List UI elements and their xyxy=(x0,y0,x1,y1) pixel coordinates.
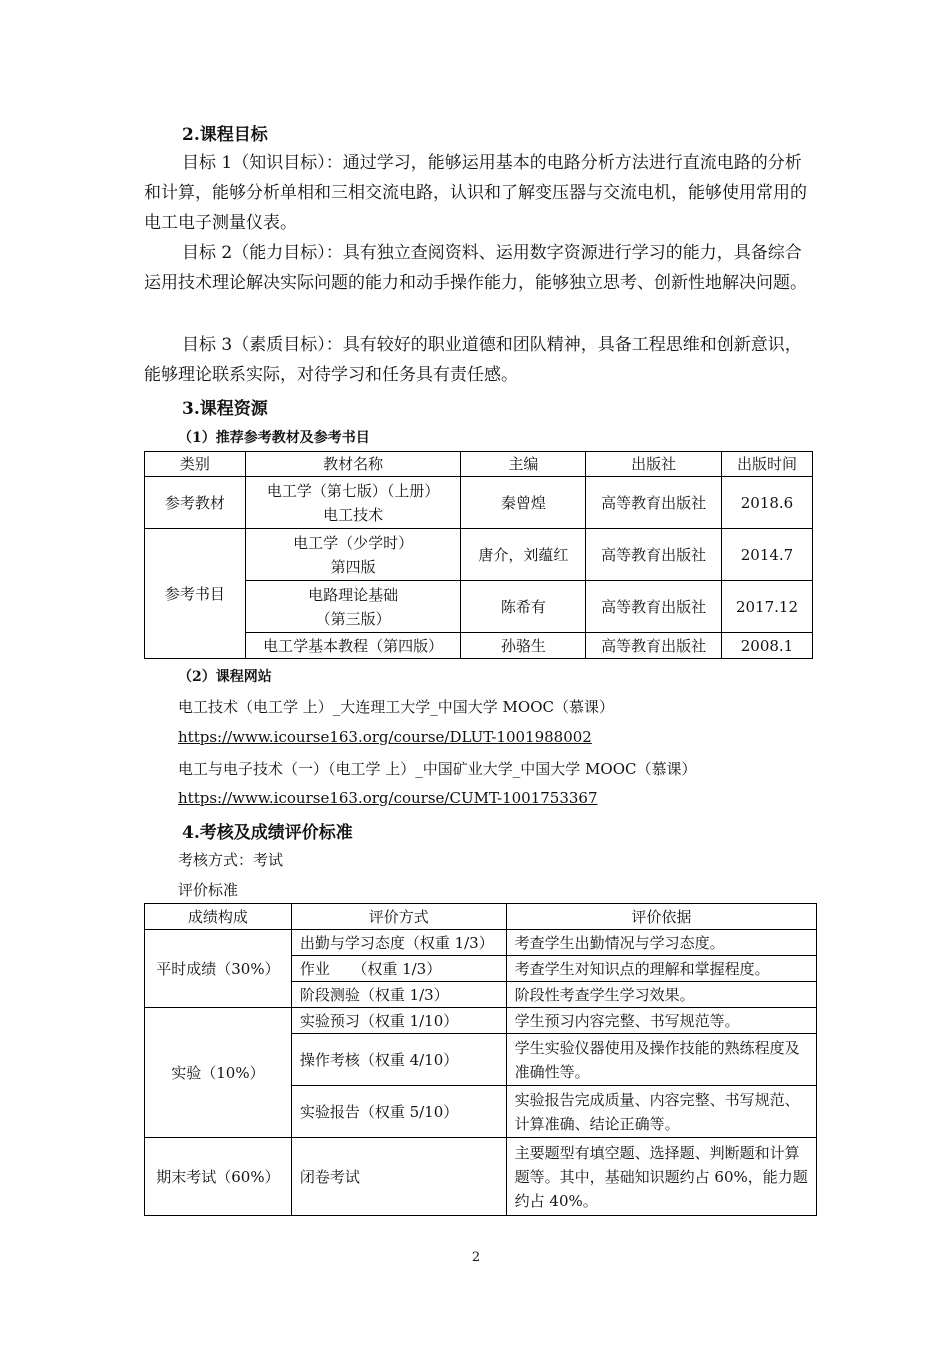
eval-method-cell: 实验预习（权重 1/10） xyxy=(291,1008,506,1034)
eval-method-cell: 闭卷考试 xyxy=(291,1138,506,1216)
table-row xyxy=(145,1008,817,1034)
section-title-assessment: 4.考核及成绩评价标准 xyxy=(182,823,353,843)
section-title-resources: 3.课程资源 xyxy=(182,399,268,419)
book-name-line1: 电工学（第七版）（上册） xyxy=(266,481,440,500)
grading-table xyxy=(144,903,817,1216)
goal-2-paragraph xyxy=(144,238,812,298)
goal-3-paragraph xyxy=(144,330,812,390)
book-name-line2: （第三版） xyxy=(315,609,391,628)
website-2-title: 电工与电子技术（一）（电工学 上）_中国矿业大学_中国大学 MOOC（慕课） xyxy=(178,760,697,778)
goal-3-text: 目标 3（素质目标）：具有较好的职业道德和团队精神，具备工程思维和创新意识，能够理论联系实际，对待学习和任务具有责任感。 xyxy=(144,335,802,385)
book-editor-cell: 秦曾煌 xyxy=(461,477,586,529)
assessment-method: 考核方式：考试 xyxy=(178,851,284,869)
eval-basis-cell: 考查学生出勤情况与学习态度。 xyxy=(506,930,816,956)
page-number: 2 xyxy=(471,1250,481,1265)
book-publisher-cell: 高等教育出版社 xyxy=(586,529,722,581)
goal-1-text: 目标 1（知识目标）：通过学习，能够运用基本的电路分析方法进行直流电路的分析和计算，能够分析单相和三相交流电路，认识和了解变压器与交流电机，能够使用常用的电工电子测量仪表。 xyxy=(144,153,807,233)
table-row xyxy=(145,1138,817,1216)
book-date-cell: 2014.7 xyxy=(721,529,812,581)
book-publisher-cell: 高等教育出版社 xyxy=(586,581,722,633)
website-1-link[interactable]: https://www.icourse163.org/course/DLUT-1001988002 xyxy=(178,728,592,746)
table-row xyxy=(145,477,813,529)
grading-header-row xyxy=(145,904,817,930)
book-name-line1: 电工学（少学时） xyxy=(293,533,414,552)
table-row xyxy=(145,930,817,956)
grade-component-cell: 期末考试（60%） xyxy=(145,1138,292,1216)
book-publisher-cell: 高等教育出版社 xyxy=(586,633,722,659)
book-editor-cell: 唐介，刘蕴红 xyxy=(461,529,586,581)
book-name-cell xyxy=(245,529,461,581)
book-editor-cell: 陈希有 xyxy=(461,581,586,633)
book-name-cell: 电工学基本教程（第四版） xyxy=(245,633,461,659)
books-header-name: 教材名称 xyxy=(245,452,461,477)
books-category-cell: 参考教材 xyxy=(145,477,246,529)
book-name-cell xyxy=(245,581,461,633)
book-date-cell: 2017.12 xyxy=(721,581,812,633)
subsection-title-books: （1）推荐参考教材及参考书目 xyxy=(178,430,370,446)
book-date-cell: 2018.6 xyxy=(721,477,812,529)
book-name-line1: 电路理论基础 xyxy=(308,585,399,604)
books-header-editor: 主编 xyxy=(461,452,586,477)
grade-component-cell: 平时成绩（30%） xyxy=(145,930,292,1008)
books-header-publisher: 出版社 xyxy=(586,452,722,477)
book-name-cell xyxy=(245,477,461,529)
eval-basis-cell: 考查学生对知识点的理解和掌握程度。 xyxy=(506,956,816,982)
book-date-cell: 2008.1 xyxy=(721,633,812,659)
books-category-cell: 参考书目 xyxy=(145,529,246,659)
eval-method-cell: 阶段测验（权重 1/3） xyxy=(291,982,506,1008)
goal-2-text: 目标 2（能力目标）：具有独立查阅资料、运用数字资源进行学习的能力，具备综合运用技术理论解决实际问题的能力和动手操作能力，能够独立思考、创新性地解决问题。 xyxy=(144,243,807,293)
grading-header-method: 评价方式 xyxy=(291,904,506,930)
eval-basis-cell: 主要题型有填空题、选择题、判断题和计算题等。其中，基础知识题约占 60%，能力题约占 40%。 xyxy=(506,1138,816,1216)
eval-basis-cell: 学生实验仪器使用及操作技能的熟练程度及准确性等。 xyxy=(506,1034,816,1086)
website-1-title: 电工技术（电工学 上）_大连理工大学_中国大学 MOOC（慕课） xyxy=(178,698,614,716)
books-header-category: 类别 xyxy=(145,452,246,477)
books-table xyxy=(144,451,813,659)
eval-method-cell: 作业 （权重 1/3） xyxy=(291,956,506,982)
eval-basis-cell: 实验报告完成质量、内容完整、书写规范、计算准确、结论正确等。 xyxy=(506,1086,816,1138)
eval-method-cell: 出勤与学习态度（权重 1/3） xyxy=(291,930,506,956)
website-2-link[interactable]: https://www.icourse163.org/course/CUMT-1001753367 xyxy=(178,789,598,807)
books-header-row xyxy=(145,452,813,477)
book-name-line2: 电工技术 xyxy=(323,505,384,524)
table-row xyxy=(145,633,813,659)
eval-method-cell: 操作考核（权重 4/10） xyxy=(291,1034,506,1086)
subsection-title-websites: （2）课程网站 xyxy=(178,669,272,685)
goal-1-paragraph xyxy=(144,148,812,238)
grade-component-cell: 实验（10%） xyxy=(145,1008,292,1138)
section-title-goals: 2.课程目标 xyxy=(182,125,268,145)
grading-header-basis: 评价依据 xyxy=(506,904,816,930)
evaluation-criteria-label: 评价标准 xyxy=(178,881,239,899)
table-row xyxy=(145,581,813,633)
grading-header-component: 成绩构成 xyxy=(145,904,292,930)
book-publisher-cell: 高等教育出版社 xyxy=(586,477,722,529)
table-row xyxy=(145,529,813,581)
book-name-line2: 第四版 xyxy=(330,557,376,576)
book-editor-cell: 孙骆生 xyxy=(461,633,586,659)
eval-basis-cell: 学生预习内容完整、书写规范等。 xyxy=(506,1008,816,1034)
eval-basis-cell: 阶段性考查学生学习效果。 xyxy=(506,982,816,1008)
eval-method-cell: 实验报告（权重 5/10） xyxy=(291,1086,506,1138)
books-header-date: 出版时间 xyxy=(721,452,812,477)
